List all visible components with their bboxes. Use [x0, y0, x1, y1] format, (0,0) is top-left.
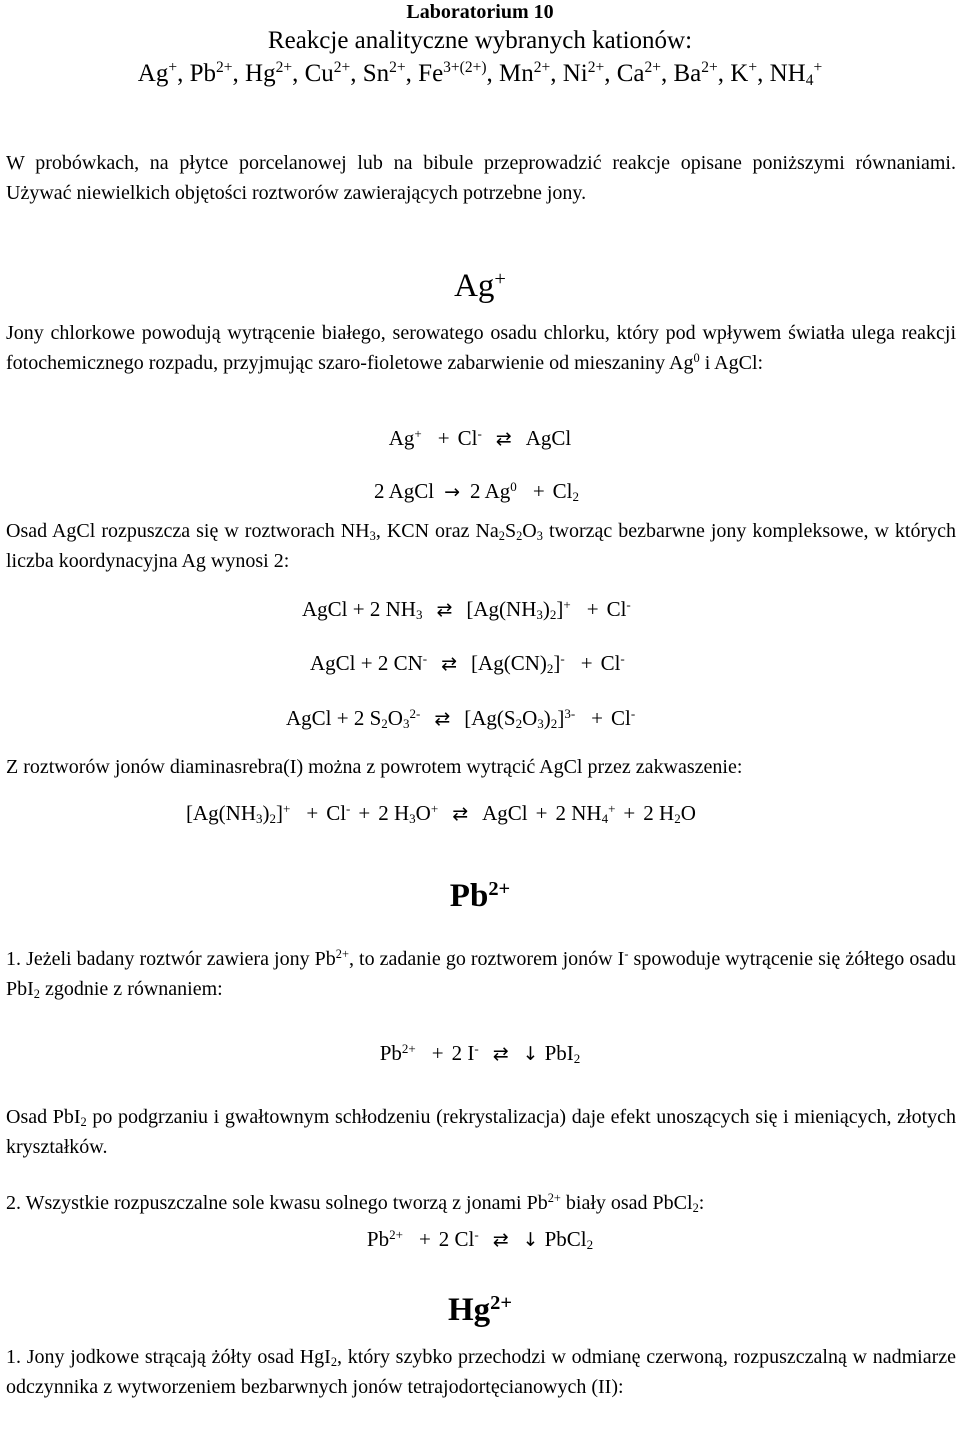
- right-arrow-icon: →: [444, 481, 461, 503]
- intro-paragraph: W probówkach, na płytce porcelanowej lub na bibule przeprowadzić reakcje opisane poniższymi równaniami. Używać niewielkich objętości roztworów zawierających potrzebne jony.: [6, 152, 956, 204]
- equilibrium-arrow-icon: ⇄: [436, 599, 453, 621]
- hg-paragraph-1: 1. Jony jodkowe strącają żółty osad HgI$_2$, który szybko przechodzi w odmianę czerwoną, rozpuszczalną w nadmiarze odczynnika z wytworzeniem bezbarwnych jonów tetrajodortęcianowych (II):: [6, 1346, 957, 1398]
- equilibrium-arrow-icon: ⇄: [492, 1229, 509, 1251]
- section-heading-ag: Ag+: [454, 267, 506, 304]
- equation-acidification: $[Ag(NH_3)_2]^+ + Cl^- + 2$ $H_3O^+$ ⇄ AgCl + 2 $NH_4^+ + 2$ $H_2O$: [186, 798, 696, 829]
- cation-list: Ag+, $Pb^{2+}$, $Hg^{2+}$, $Cu^{2+}$, $Sn^{2+}$, $Fe^{3+(2+)}$, $Mn^{2+}$, $Ni^{2+}$, $Ca^{2+}$, $Ba^{2+}$, K+, $NH_4^+$: [137, 59, 823, 89]
- equation-ag-cl: Ag+ + Cl- ⇄ AgCl: [0, 423, 960, 454]
- equation-agcl-cn: AgCl + 2 CN- ⇄ $[Ag(CN)_2]^- + Cl^-$: [310, 648, 625, 679]
- section-heading-hg: $Hg^{2+}$: [447, 1291, 513, 1328]
- pb-paragraph-3: 2. Wszystkie rozpuszczalne sole kwasu solnego tworzą z jonami $Pb^{2+}$ biały osad PbCl$_2$:: [6, 1191, 705, 1216]
- equation-pbi2: $Pb^{2+} + 2$ I- ⇄ ↓ PbI$_2$: [0, 1038, 960, 1069]
- lab-title: Laboratorium 10: [406, 1, 554, 23]
- equilibrium-arrow-icon: ⇄: [492, 1043, 509, 1065]
- equilibrium-arrow-icon: ⇄: [452, 803, 469, 825]
- equation-pbcl2: $Pb^{2+} + 2$ Cl- ⇄ ↓ PbCl$_2$: [0, 1224, 960, 1255]
- down-arrow-icon: ↓: [522, 1229, 539, 1251]
- equilibrium-arrow-icon: ⇄: [495, 428, 512, 450]
- down-arrow-icon: ↓: [522, 1043, 539, 1065]
- ag-paragraph-3: Z roztworów jonów diaminasrebra(I) można z powrotem wytrącić AgCl przez zakwaszenie:: [6, 756, 743, 778]
- ag-paragraph-1: Jony chlorkowe powodują wytrącenie białego, serowatego osadu chlorku, który pod wpływem światła ulega reakcji fotochemicznego rozpadu, przyjmując szaro-fioletowe zabarwienie od mieszaniny Ag$^0$ i AgCl:: [6, 322, 956, 374]
- pb-paragraph-2: Osad PbI$_2$ po podgrzaniu i gwałtownym schłodzeniu (rekrystalizacja) daje efekt unoszących się i mieniących, złotych kryształków.: [6, 1106, 956, 1158]
- subtitle: Reakcje analityczne wybranych kationów:: [267, 27, 693, 54]
- equilibrium-arrow-icon: ⇄: [441, 653, 458, 675]
- equilibrium-arrow-icon: ⇄: [434, 708, 451, 730]
- section-heading-pb: $Pb^{2+}$: [449, 877, 511, 914]
- equation-agcl-thiosulfate: AgCl + 2 $S_2O_3^{2-}$ ⇄ $[Ag(S_2O_3)_2]^{3-} + Cl^-$: [286, 703, 635, 734]
- equation-agcl-photolysis: 2 AgCl → 2 $Ag^0 + Cl_2$: [374, 476, 579, 507]
- ag-paragraph-2: Osad AgCl rozpuszcza się w roztworach $NH_3$, KCN oraz $Na_2S_2O_3$ tworząc bezbarwne jony kompleksowe, w których liczba koordynacyjna Ag wynosi 2:: [6, 520, 956, 572]
- pb-paragraph-1: 1. Jeżeli badany roztwór zawiera jony $Pb^{2+}$, to zadanie go roztworem jonów I- spowoduje wytrącenie się żółtego osadu PbI$_2$ zgodnie z równaniem:: [6, 947, 956, 1002]
- equation-agcl-nh3: AgCl + 2 $NH_3$ ⇄ $[Ag(NH_3)_2]^+ + Cl^-$: [302, 594, 631, 625]
